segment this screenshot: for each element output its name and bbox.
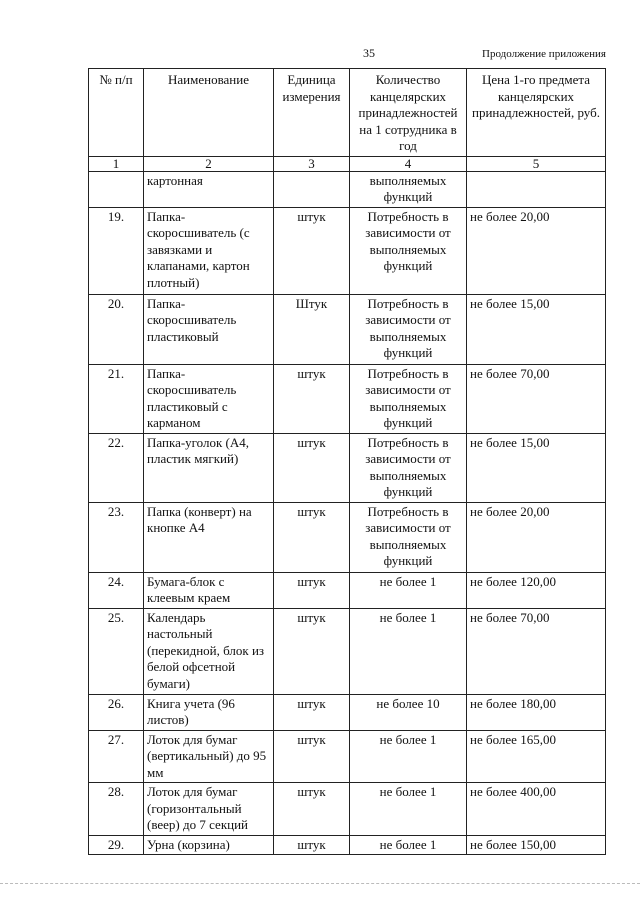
- item-unit: штук: [274, 730, 350, 783]
- item-name: Бумага-блок с клеевым краем: [144, 572, 274, 608]
- row-number: [89, 171, 144, 207]
- table-row: [89, 694, 606, 730]
- item-quantity: не более 1: [350, 608, 467, 694]
- table-row: [89, 433, 606, 502]
- row-number: 23.: [89, 502, 144, 572]
- column-number: 4: [350, 156, 467, 171]
- item-unit: штук: [274, 502, 350, 572]
- item-price: не более 150,00: [467, 835, 606, 855]
- table-row: [89, 294, 606, 364]
- table-header-row: [89, 69, 606, 157]
- header-name: Наименование: [144, 69, 274, 157]
- header-note: Продолжение приложения: [482, 48, 606, 60]
- table-row: [89, 207, 606, 294]
- row-number: 19.: [89, 207, 144, 294]
- item-unit: [274, 171, 350, 207]
- item-price: не более 120,00: [467, 572, 606, 608]
- item-quantity: не более 1: [350, 730, 467, 783]
- item-unit: штук: [274, 364, 350, 433]
- table-row: [89, 730, 606, 783]
- item-price: не более 15,00: [467, 294, 606, 364]
- item-price: не более 180,00: [467, 694, 606, 730]
- column-number: 2: [144, 156, 274, 171]
- header-unit: Единица измерения: [274, 69, 350, 157]
- row-number: 22.: [89, 433, 144, 502]
- item-name: Папка-скоросшиватель пластиковый с карманом: [144, 364, 274, 433]
- column-number: 3: [274, 156, 350, 171]
- item-unit: Штук: [274, 294, 350, 364]
- item-name: Папка-уголок (А4, пластик мягкий): [144, 433, 274, 502]
- page-number: 35: [363, 46, 375, 60]
- item-name: Лоток для бумаг (горизонтальный (веер) до 7 секций: [144, 783, 274, 836]
- row-number: 26.: [89, 694, 144, 730]
- item-unit: штук: [274, 783, 350, 836]
- item-name: Лоток для бумаг (вертикальный) до 95 мм: [144, 730, 274, 783]
- row-number: 28.: [89, 783, 144, 836]
- item-unit: штук: [274, 835, 350, 855]
- item-price: не более 400,00: [467, 783, 606, 836]
- table-row: [89, 502, 606, 572]
- table-row: [89, 835, 606, 855]
- item-quantity: не более 1: [350, 835, 467, 855]
- item-price: не более 20,00: [467, 502, 606, 572]
- item-quantity: Потребность в зависимости от выполняемых функций: [350, 207, 467, 294]
- table-row: [89, 783, 606, 836]
- item-name: Календарь настольный (перекидной, блок из белой офсетной бумаги): [144, 608, 274, 694]
- item-unit: штук: [274, 694, 350, 730]
- table-row: [89, 572, 606, 608]
- item-name: Папка (конверт) на кнопке А4: [144, 502, 274, 572]
- scan-edge-divider: [0, 883, 640, 884]
- item-name: картонная: [144, 171, 274, 207]
- item-quantity: Потребность в зависимости от выполняемых функций: [350, 294, 467, 364]
- table-row: [89, 171, 606, 207]
- item-quantity: не более 1: [350, 783, 467, 836]
- row-number: 27.: [89, 730, 144, 783]
- row-number: 25.: [89, 608, 144, 694]
- column-number: 5: [467, 156, 606, 171]
- column-numbers-row: [89, 156, 606, 171]
- row-number: 21.: [89, 364, 144, 433]
- item-unit: штук: [274, 207, 350, 294]
- row-number: 24.: [89, 572, 144, 608]
- column-number: 1: [89, 156, 144, 171]
- row-number: 29.: [89, 835, 144, 855]
- item-name: Урна (корзина): [144, 835, 274, 855]
- item-price: не более 20,00: [467, 207, 606, 294]
- item-quantity: Потребность в зависимости от выполняемых функций: [350, 364, 467, 433]
- item-price: не более 15,00: [467, 433, 606, 502]
- item-name: Книга учета (96 листов): [144, 694, 274, 730]
- header-quantity: Количество канцелярских принадлежностей на 1 сотрудника в год: [350, 69, 467, 157]
- supplies-table: [88, 68, 606, 855]
- header-price: Цена 1-го предмета канцелярских принадлежностей, руб.: [467, 69, 606, 157]
- item-name: Папка-скоросшиватель (с завязками и клапанами, картон плотный): [144, 207, 274, 294]
- table-row: [89, 364, 606, 433]
- item-price: не более 70,00: [467, 608, 606, 694]
- item-unit: штук: [274, 433, 350, 502]
- item-quantity: не более 1: [350, 572, 467, 608]
- item-quantity: Потребность в зависимости от выполняемых функций: [350, 502, 467, 572]
- item-quantity: Потребность в зависимости от выполняемых функций: [350, 433, 467, 502]
- item-unit: штук: [274, 572, 350, 608]
- row-number: 20.: [89, 294, 144, 364]
- item-name: Папка-скоросшиватель пластиковый: [144, 294, 274, 364]
- item-quantity: не более 10: [350, 694, 467, 730]
- item-unit: штук: [274, 608, 350, 694]
- item-quantity: выполняемых функций: [350, 171, 467, 207]
- item-price: [467, 171, 606, 207]
- table-row: [89, 608, 606, 694]
- item-price: не более 165,00: [467, 730, 606, 783]
- item-price: не более 70,00: [467, 364, 606, 433]
- header-number: № п/п: [89, 69, 144, 157]
